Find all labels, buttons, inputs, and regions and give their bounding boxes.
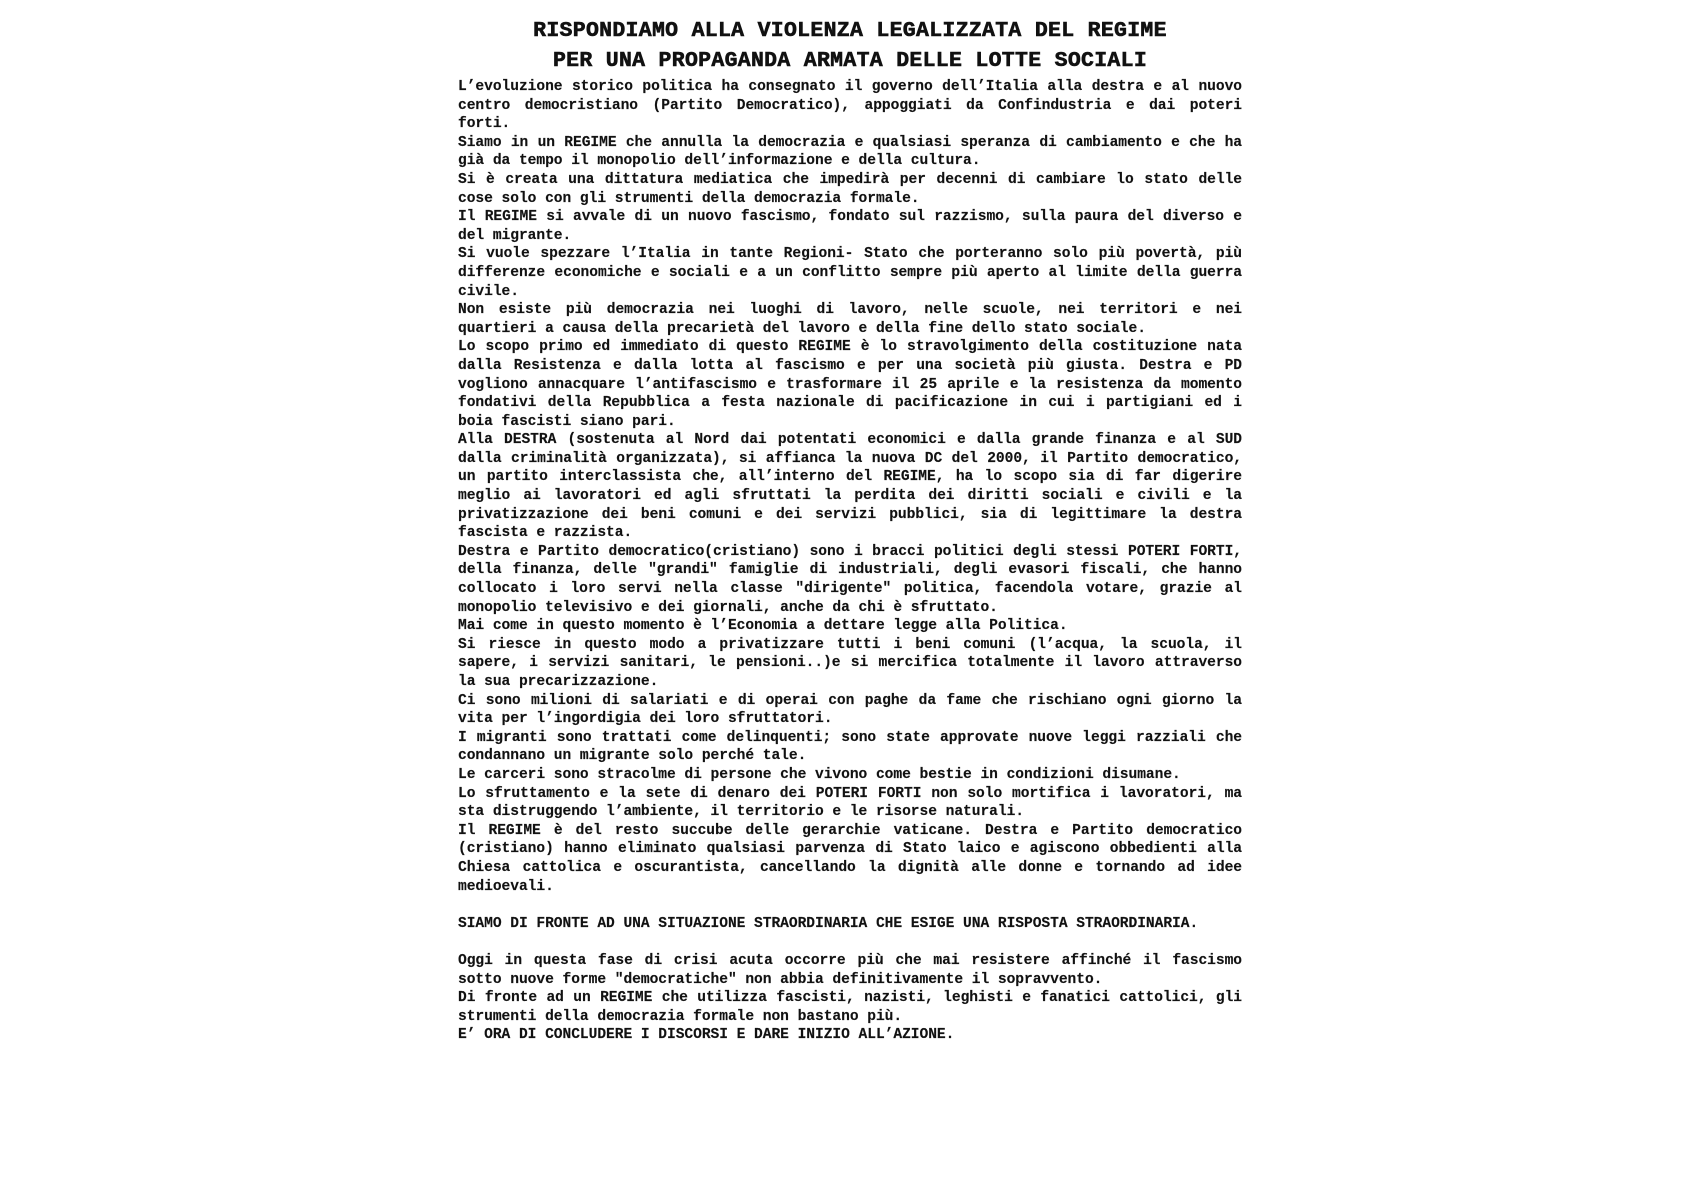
- document-page: [458, 16, 1242, 1045]
- paragraph: L’evoluzione storico politica ha consegnato il governo dell’Italia alla destra e al nuovo centro democristiano (Partito Democratico), appoggiati da Confindustria e dai poteri forti.: [458, 79, 1242, 133]
- paragraph: Siamo in un REGIME che annulla la democrazia e qualsiasi speranza di cambiamento e che ha già da tempo il monopolio dell’informazione e della cultura.: [458, 134, 1242, 170]
- paragraph: Lo sfruttamento e la sete di denaro dei POTERI FORTI non solo mortifica i lavoratori, ma sta distruggendo l’ambiente, il territorio e le risorse naturali.: [458, 785, 1242, 821]
- paragraph: Il REGIME si avvale di un nuovo fascismo, fondato sul razzismo, sulla paura del diverso e del migrante.: [458, 209, 1242, 244]
- body-text: [458, 78, 1242, 1045]
- paragraph: Alla DESTRA (sostenuta al Nord dai potentati economici e dalla grande finanza e al SUD dalla criminalità organizzata), si affianca la nuova DC del 2000, il Partito democratico, un partito interclassista che, all’interno del REGIME, ha lo scopo sia di far digerire meglio ai lavoratori ed agli sfruttati la perdita dei diritti sociali e civili e la privatizzazione dei beni comuni e dei servizi pubblici, sia di legittimare la destra fascista e razzista.: [458, 432, 1242, 542]
- paragraph: Il REGIME è del resto succube delle gerarchie vaticane. Destra e Partito democratico (cristiano) hanno eliminato qualsiasi parvenza di Stato laico e agiscono obbedienti alla Chiesa cattolica e oscurantista, cancellando la dignità alle donne e tornando ad idee medioevali.: [458, 822, 1242, 895]
- paragraph: Si vuole spezzare l’Italia in tante Regioni- Stato che porteranno solo più povertà, più differenze economiche e sociali e a un conflitto sempre più aperto al limite della guerra civile.: [458, 246, 1242, 300]
- paragraph: Destra e Partito democratico(cristiano) sono i bracci politici degli stessi POTERI FORTI, della finanza, delle "grandi" famiglie di industriali, degli evasori fiscali, che hanno collocato i loro servi nella classe "dirigente" politica, facendola votare, grazie al monopolio televisivo e dei giornali, anche da chi è sfruttato.: [458, 543, 1242, 616]
- paragraph: Si riesce in questo modo a privatizzare tutti i beni comuni (l’acqua, la scuola, il sapere, i servizi sanitari, le pensioni..)e si mercifica totalmente il lavoro attraverso la sua precarizzazione.: [458, 636, 1242, 690]
- paragraph: Non esiste più democrazia nei luoghi di lavoro, nelle scuole, nei territori e nei quartieri a causa della precarietà del lavoro e della fine dello stato sociale.: [458, 302, 1242, 337]
- closing-paragraph: Di fronte ad un REGIME che utilizza fascisti, nazisti, leghisti e fanatici cattolici, gli strumenti della democrazia formale non bastano più.: [458, 990, 1242, 1025]
- paragraph: Mai come in questo momento è l’Economia a dettare legge alla Politica.: [458, 618, 1068, 635]
- paragraph: Si è creata una dittatura mediatica che impedirà per decenni di cambiare lo stato delle cose solo con gli strumenti della democrazia formale.: [458, 171, 1242, 207]
- blank-line: [458, 933, 1242, 952]
- statement-paragraph: SIAMO DI FRONTE AD UNA SITUAZIONE STRAORDINARIA CHE ESIGE UNA RISPOSTA STRAORDINARIA.: [458, 915, 1199, 932]
- paragraph: Lo scopo primo ed immediato di questo REGIME è lo stravolgimento della costituzione nata dalla Resistenza e dalla lotta al fascismo e per una società più giusta. Destra e PD vogliono annacquare l’antifascismo e trasformare il 25 aprile e la resistenza da momento fondativi della Repubblica a festa nazionale di pacificazione in cui i partigiani ed i boia fascisti siano pari.: [458, 339, 1242, 430]
- blank-line: [458, 896, 1242, 915]
- closing-paragraph: E’ ORA DI CONCLUDERE I DISCORSI E DARE INIZIO ALL’AZIONE.: [458, 1027, 955, 1044]
- paragraph: Ci sono milioni di salariati e di operai con paghe da fame che rischiano ogni giorno la vita per l’ingordigia dei loro sfruttatori.: [458, 692, 1242, 728]
- document-title: [458, 16, 1242, 76]
- title-line-1: RISPONDIAMO ALLA VIOLENZA LEGALIZZATA DEL REGIME: [533, 19, 1167, 43]
- closing-paragraph: Oggi in questa fase di crisi acuta occorre più che mai resistere affinché il fascismo sotto nuove forme "democratiche" non abbia definitivamente il sopravvento.: [458, 952, 1242, 988]
- paragraph: Le carceri sono stracolme di persone che vivono come bestie in condizioni disumane.: [458, 766, 1181, 783]
- title-line-2: PER UNA PROPAGANDA ARMATA DELLE LOTTE SOCIALI: [552, 49, 1148, 73]
- paragraph: I migranti sono trattati come delinquenti; sono state approvate nuove leggi razziali che condannano un migrante solo perché tale.: [458, 729, 1242, 765]
